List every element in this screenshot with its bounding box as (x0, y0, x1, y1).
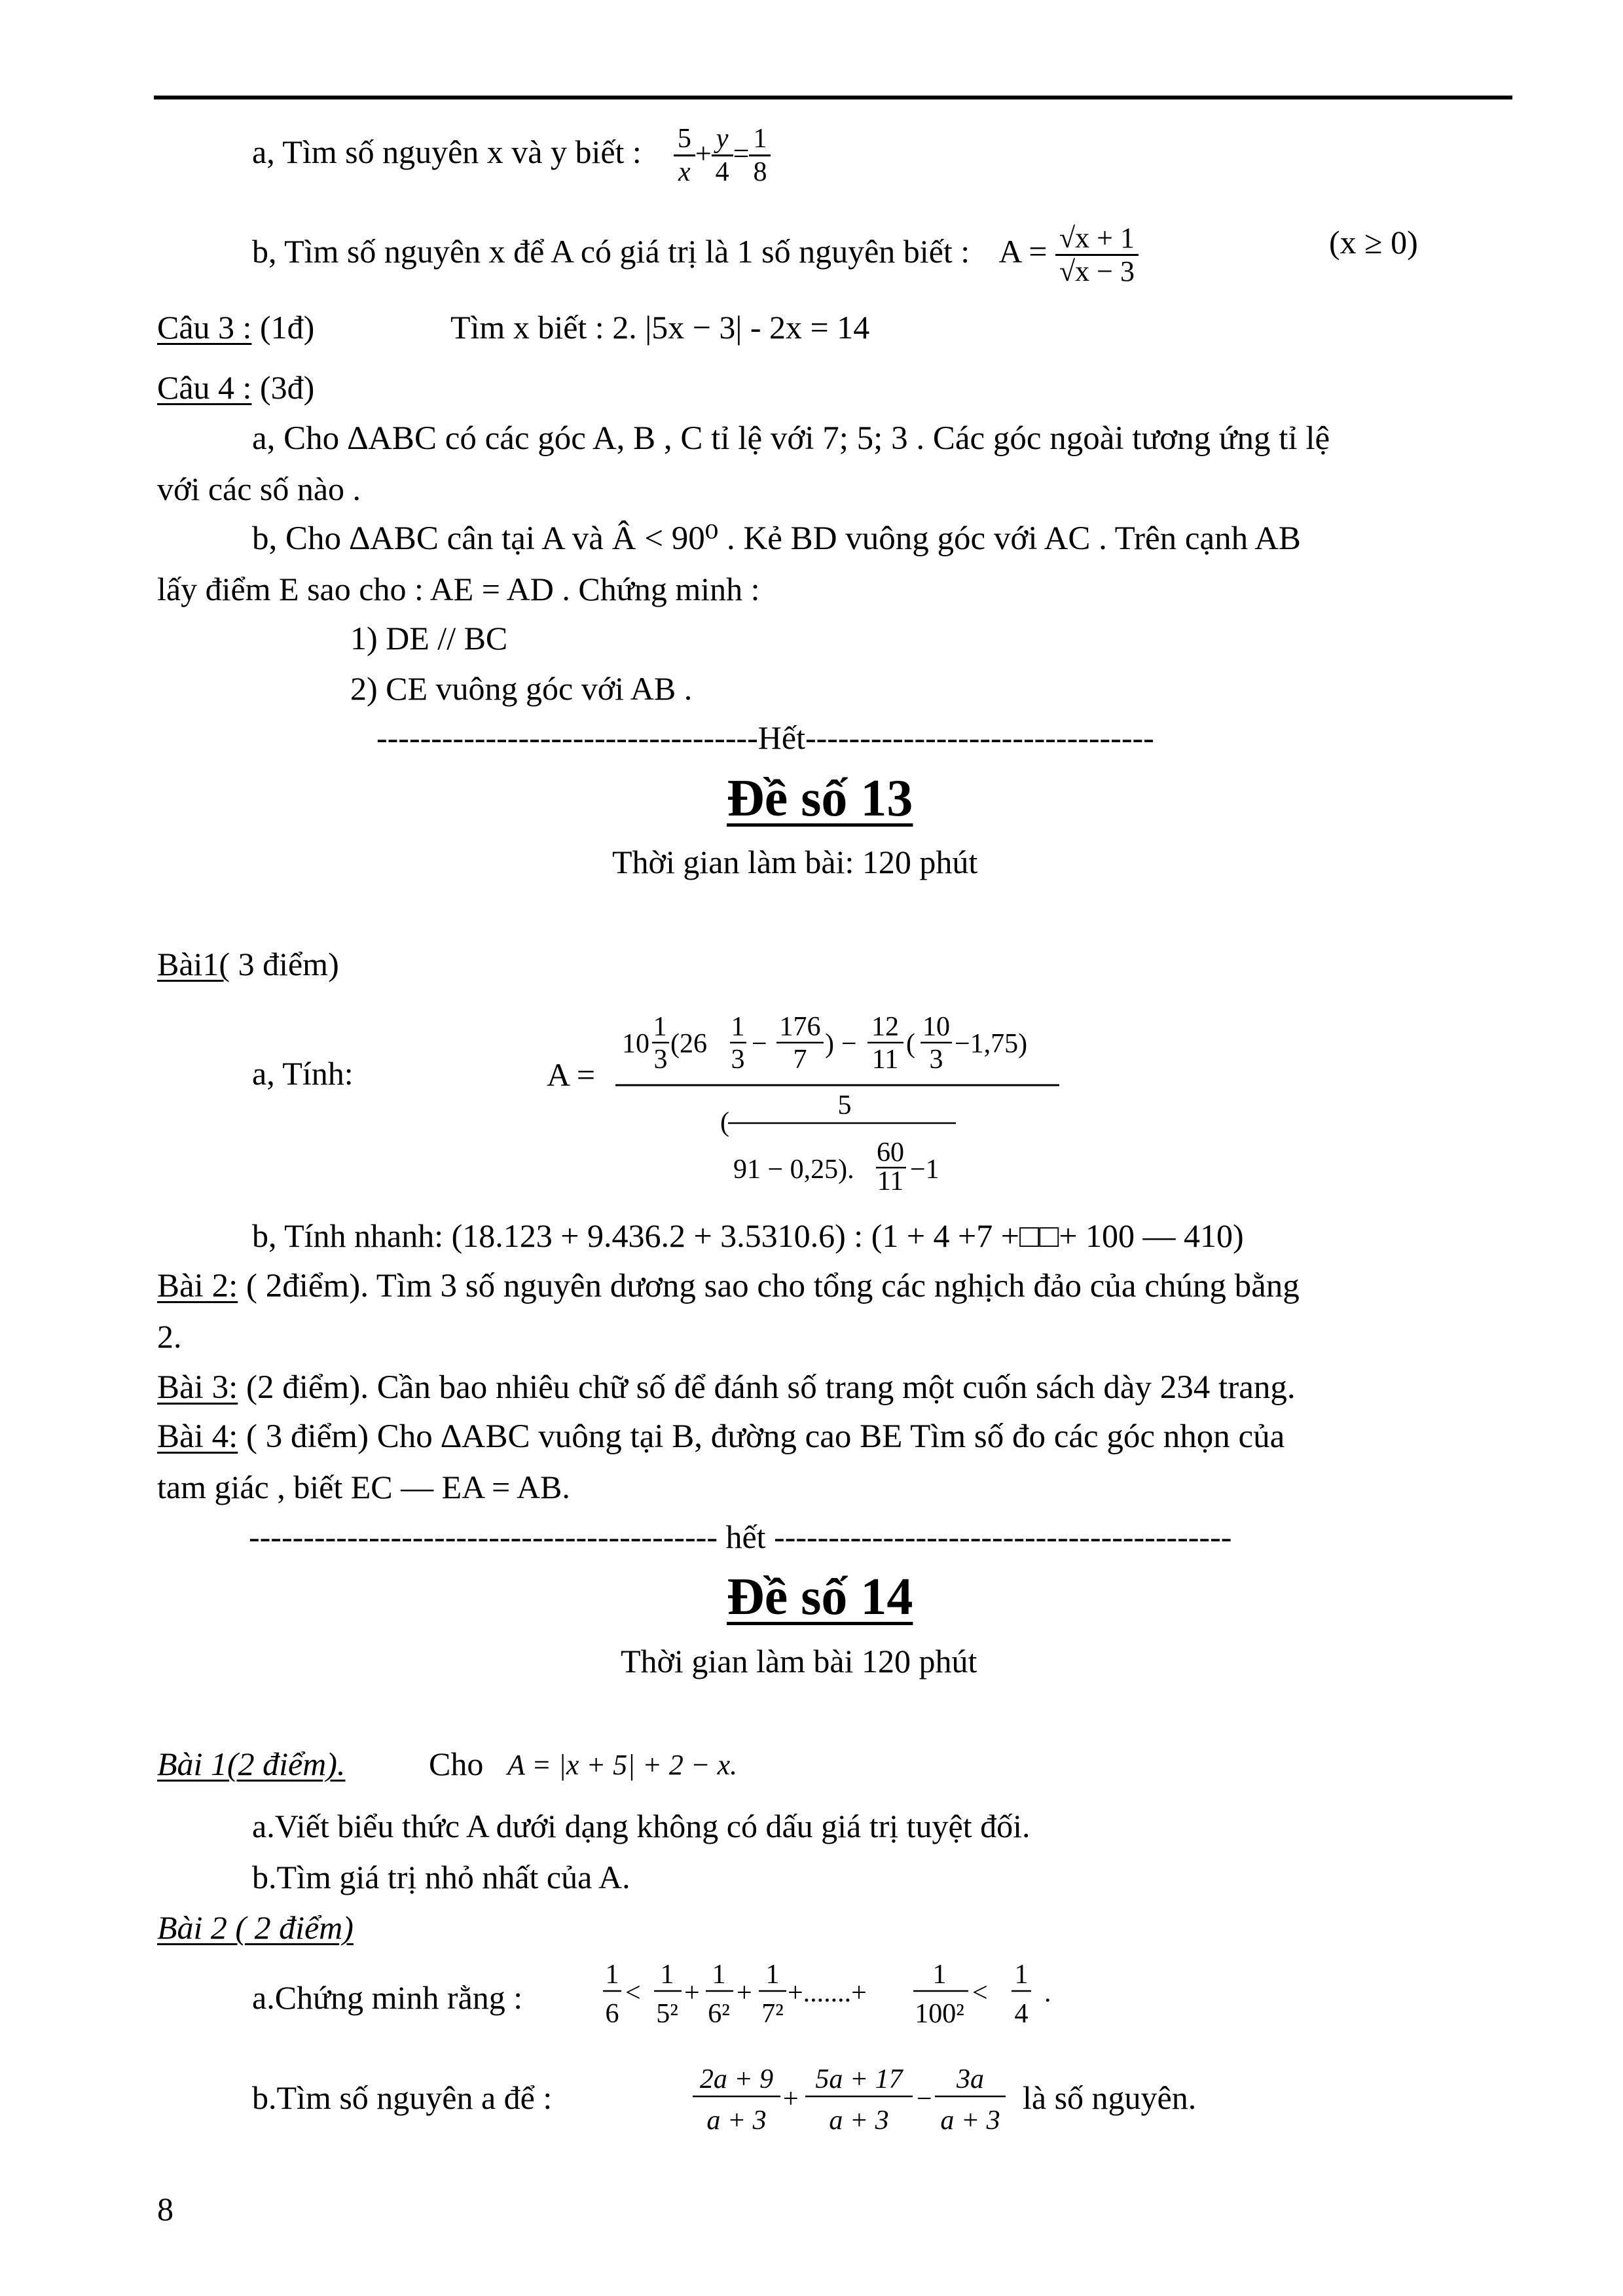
cau2b-fraction: $\frac{√x + 1}{√x - 3}$ (1055, 223, 1139, 287)
svg-text:a + 3: a + 3 (706, 2106, 767, 2136)
exam14-bai2b-text: b.Tìm số nguyên a để : (252, 2079, 553, 2116)
cau2a-fraction-1: $\frac{5}{x}$ (674, 123, 695, 188)
exam13-bai2-line2: 2. (157, 1318, 182, 1355)
cau4b-item1: 1) DE // BC (350, 620, 508, 656)
exam14-title: Đề số 14 (727, 1568, 913, 1626)
exam14-bai2-label: Bài 2 ( 2 điểm) (157, 1909, 354, 1946)
cau2a-text: a, Tìm số nguyên x và y biết : (252, 133, 642, 170)
cau3-line (157, 308, 314, 347)
svg-text:a + 3: a + 3 (829, 2106, 889, 2136)
exam13-bai3-label: Bài 3: (157, 1369, 238, 1406)
svg-text:+: + (737, 1978, 752, 2008)
svg-text:a + 3: a + 3 (940, 2106, 1000, 2136)
exam13-time: Thời gian làm bài: 120 phút (612, 844, 978, 880)
expr-n1-num: 1 (653, 1012, 667, 1042)
svg-text:1: 1 (660, 1960, 674, 1990)
cau4-label: Câu 4 : (157, 369, 252, 406)
expr-n3-num: 176 (779, 1012, 821, 1042)
expr-n1-den: 3 (653, 1045, 668, 1075)
page-number: 8 (157, 2191, 173, 2227)
cau2b-a-label: A = (998, 232, 1048, 270)
exam14-bai1-expr: A = |x + 5| + 2 − x. (507, 1749, 738, 1781)
cau4b-line2: lấy điểm E sao cho : AE = AD . Chứng minh : (157, 571, 760, 607)
cau4b-item2: 2) CE vuông góc với AB . (350, 670, 693, 707)
exam13-expression (615, 995, 1074, 1191)
expr-d-frac-den: 11 (877, 1166, 904, 1191)
cau2a-fraction-3: $\frac{1}{8}$ (749, 123, 771, 188)
exam14-inequality (586, 1957, 1097, 2042)
exam13-bai4 (157, 1417, 1285, 1456)
expr-n5-den: 3 (929, 1045, 943, 1075)
exam14-bai2a-text: a.Chứng minh rằng : (252, 1979, 523, 2016)
expr-n4-close: ) (825, 1029, 834, 1059)
expr-n3-den: 7 (793, 1045, 807, 1075)
svg-text:+: + (684, 1978, 700, 2008)
expr-d-tail: −1 (910, 1155, 939, 1185)
svg-text:3a: 3a (957, 2064, 984, 2094)
svg-text:100²: 100² (915, 1999, 964, 2029)
exam13-bai1b: b, Tính nhanh: (18.123 + 9.436.2 + 3.5310.6) : (1 + 4 +7 +□□+ 100 — 410) (252, 1217, 1244, 1254)
svg-text:5²: 5² (656, 1999, 678, 2029)
exam13-bai3-text: (2 điểm). Cần bao nhiêu chữ số để đánh số trang một cuốn sách dày 234 trang. (238, 1369, 1296, 1406)
expr-d-frac-num: 60 (877, 1138, 904, 1168)
expr-n3-minus: − (752, 1029, 767, 1059)
expr-n5-open: ( (906, 1029, 915, 1059)
cau4a-line1: a, Cho ∆ABC có các góc A, B , C tỉ lệ với 7; 5; 3 . Các góc ngoài tương ứng tỉ lệ (252, 420, 1330, 457)
expr-n2-num: 1 (731, 1012, 745, 1042)
cau2b-text: b, Tìm số nguyên x để A có giá trị là 1 số nguyên biết : (252, 232, 970, 270)
svg-text:<: < (972, 1978, 988, 2008)
svg-text:1: 1 (712, 1960, 726, 1990)
expr-n5-num: 10 (922, 1012, 950, 1042)
svg-text:1: 1 (765, 1960, 780, 1990)
exam13-bai2-label: Bài 2: (157, 1268, 238, 1304)
cau4b-line1: b, Cho ∆ABC cân tại A và Â < 90⁰ . Kẻ BD vuông góc với AC . Trên cạnh AB (252, 520, 1301, 557)
svg-text:1: 1 (932, 1960, 947, 1990)
exam14-sum-expression (687, 2060, 1054, 2145)
expr-d-open: ( (720, 1107, 729, 1138)
cau3-points: (1đ) (259, 309, 315, 346)
expr-d-num: 5 (837, 1090, 852, 1121)
exam14-bai2b-tail: là số nguyên. (1023, 2079, 1197, 2116)
svg-text:6²: 6² (708, 1999, 730, 2029)
svg-text:<: < (625, 1978, 641, 2008)
header-rule (154, 96, 1512, 99)
svg-text:4: 4 (1014, 1999, 1029, 2029)
exam13-bai1a-text: a, Tính: (252, 1055, 354, 1092)
cau2a-fraction-2: $\frac{y}{4}$ (712, 123, 733, 188)
svg-text:+.......+: +.......+ (788, 1978, 867, 2008)
exam13-bai4-label: Bài 4: (157, 1418, 238, 1455)
exam14-time: Thời gian làm bài 120 phút (621, 1643, 977, 1679)
exam13-bai2-text: ( 2điểm). Tìm 3 số nguyên dương sao cho tổng các nghịch đảo của chúng bằng (238, 1268, 1300, 1304)
exam13-bai1-label: Bài1( (157, 946, 230, 982)
cau3-text: Tìm x biết : 2. |5x − 3| - 2x = 14 (450, 309, 870, 346)
svg-text:2a + 9: 2a + 9 (699, 2064, 774, 2094)
svg-text:+: + (783, 2084, 799, 2114)
end-divider-2: ------------------------------------------- hết ------------------------------------------ (249, 1518, 1232, 1555)
exam13-bai4-line2: tam giác , biết EC — EA = AB. (157, 1469, 570, 1505)
exam13-bai1-points: 3 điểm) (230, 946, 339, 982)
exam13-bai1a-a-label: A = (547, 1056, 596, 1093)
exam13-bai1-heading (157, 944, 339, 984)
exam14-bai1-cho: Cho (429, 1746, 484, 1782)
svg-text:5a + 17: 5a + 17 (815, 2064, 903, 2094)
cau2b-condition: (x ≥ 0) (1329, 224, 1418, 260)
expr-n2-open: (26 (670, 1029, 707, 1059)
expr-n4-den: 11 (871, 1045, 899, 1075)
cau4-points: (3đ) (259, 369, 315, 406)
svg-text:1: 1 (605, 1960, 619, 1990)
cau4-line (157, 368, 314, 407)
cau2b-line (252, 223, 1139, 287)
exam13-bai3 (157, 1368, 1296, 1407)
svg-text:6: 6 (605, 1999, 619, 2029)
expr-n4-minus: − (841, 1029, 857, 1059)
expr-n2-den: 3 (731, 1045, 745, 1075)
exam14-bai1b: b.Tìm giá trị nhỏ nhất của A. (252, 1859, 630, 1895)
cau4a-line2: với các số nào . (157, 471, 361, 507)
expr-n5-tail: −1,75) (955, 1029, 1028, 1059)
cau3-label: Câu 3 : (157, 309, 252, 346)
exam13-bai2 (157, 1266, 1300, 1306)
end-divider-1: -----------------------------------Hết-------------------------------- (376, 719, 1154, 756)
svg-text:−: − (917, 2084, 932, 2114)
exam14-bai1-label: Bài 1(2 điểm). (157, 1746, 346, 1782)
exam13-title: Đề số 13 (727, 770, 913, 827)
expr-d-den-text: 91 − 0,25). (733, 1155, 854, 1185)
svg-text:.: . (1044, 1978, 1051, 2008)
exam13-bai4-text: ( 3 điểm) Cho ∆ABC vuông tại B, đường cao BE Tìm số đo các góc nhọn của (238, 1418, 1285, 1455)
svg-text:1: 1 (1014, 1960, 1029, 1990)
svg-text:7²: 7² (761, 1999, 784, 2029)
exam14-bai1a: a.Viết biểu thức A dưới dạng không có dấu giá trị tuyệt đối. (252, 1808, 1030, 1844)
expr-n4-num: 12 (871, 1012, 899, 1042)
cau2a-line: a, Tìm số nguyên x và y biết : $\frac{5}{x}$ + $\frac{y}{4}$ = $\frac{1}{8}$ (252, 123, 771, 188)
expr-n1-whole: 10 (622, 1029, 649, 1059)
